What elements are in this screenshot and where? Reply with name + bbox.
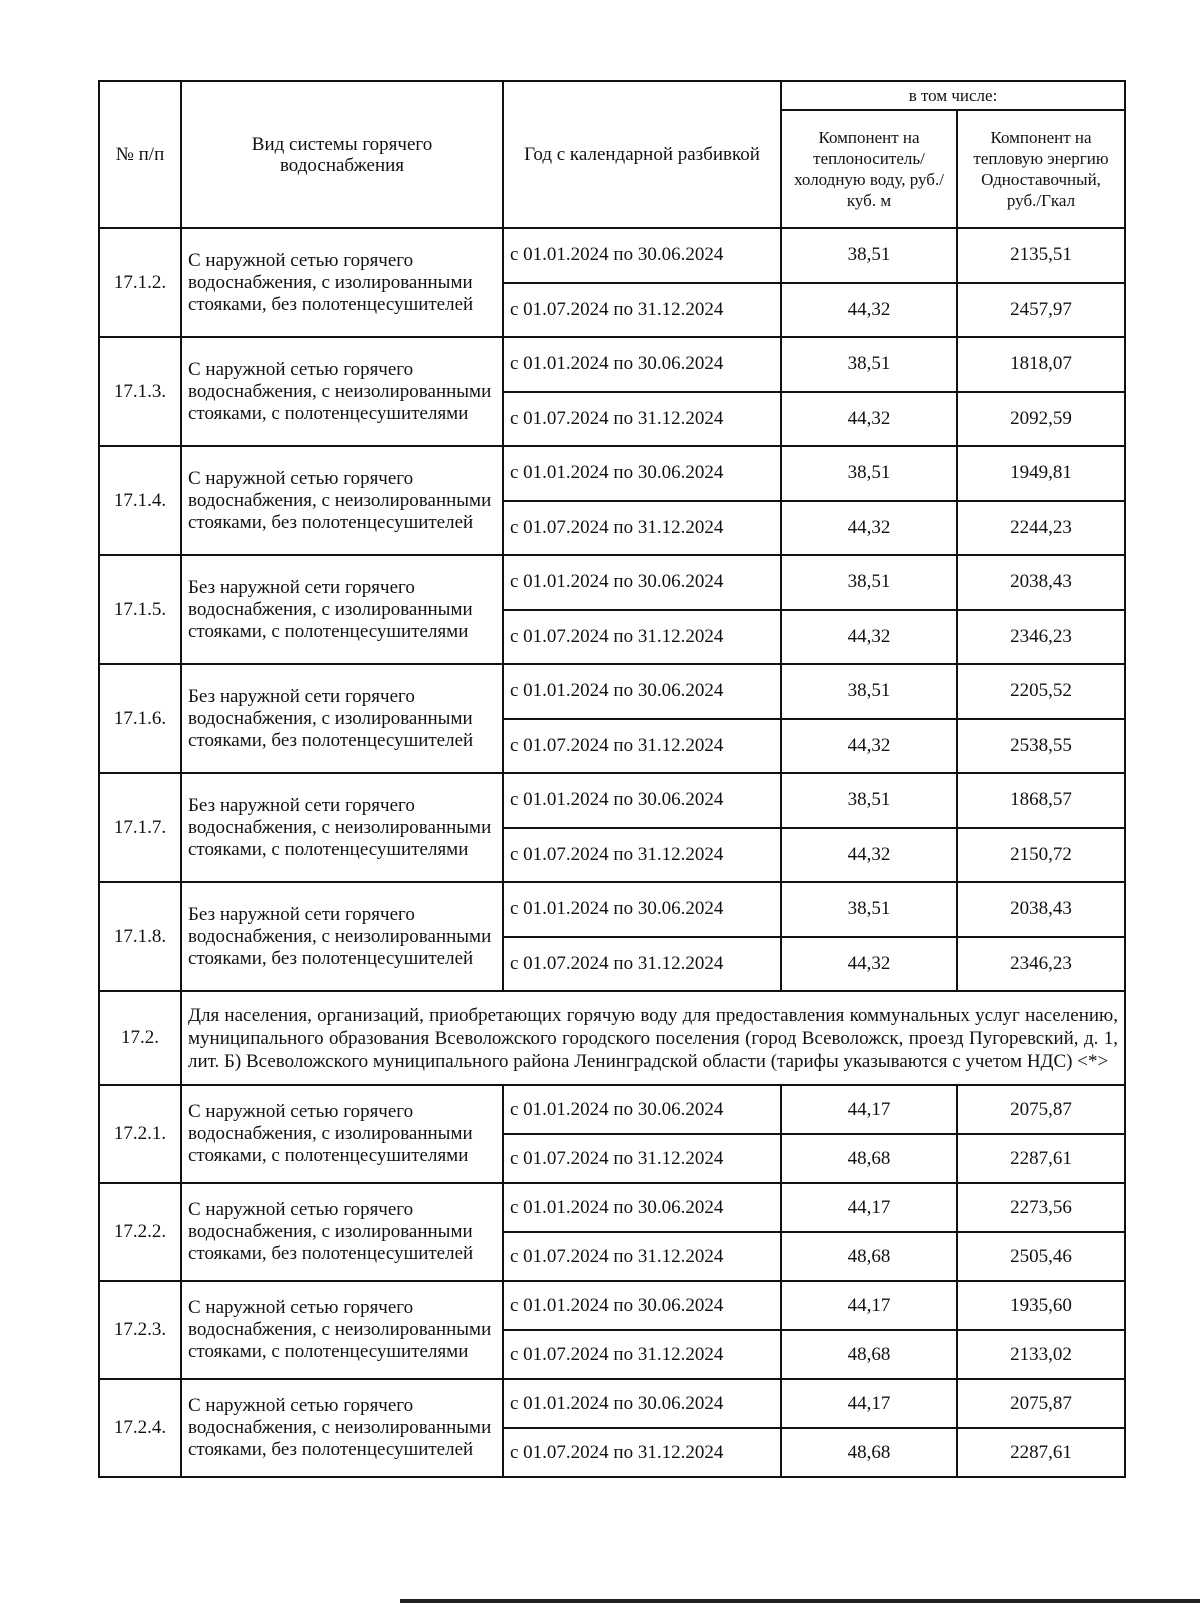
water-component-value: 38,51 — [781, 337, 957, 392]
water-component-value: 44,17 — [781, 1085, 957, 1134]
system-type: С наружной сетью горячего водоснабжения, с неизолированными стояками, без полотенцесушителей — [181, 1379, 503, 1477]
table-row — [99, 773, 1125, 828]
heat-component-value: 2273,56 — [957, 1183, 1125, 1232]
table-row — [99, 555, 1125, 610]
heat-component-value: 2457,97 — [957, 283, 1125, 338]
period-cell: с 01.01.2024 по 30.06.2024 — [503, 1085, 781, 1134]
heat-component-value: 2150,72 — [957, 828, 1125, 883]
water-component-value: 44,32 — [781, 392, 957, 447]
period-cell: с 01.01.2024 по 30.06.2024 — [503, 555, 781, 610]
water-component-value: 48,68 — [781, 1134, 957, 1183]
system-type: Без наружной сети горячего водоснабжения, с изолированными стояками, без полотенцесушителей — [181, 664, 503, 773]
table-row — [99, 337, 1125, 392]
heat-component-value: 2287,61 — [957, 1428, 1125, 1477]
header-period: Год с календарной разбивкой — [503, 81, 781, 228]
row-number: 17.2.2. — [99, 1183, 181, 1281]
system-type: Без наружной сети горячего водоснабжения, с неизолированными стояками, без полотенцесушителей — [181, 882, 503, 991]
system-type: С наружной сетью горячего водоснабжения, с неизолированными стояками, с полотенцесушителями — [181, 1281, 503, 1379]
period-cell: с 01.07.2024 по 31.12.2024 — [503, 1330, 781, 1379]
water-component-value: 38,51 — [781, 446, 957, 501]
period-cell: с 01.07.2024 по 31.12.2024 — [503, 937, 781, 992]
heat-component-value: 2075,87 — [957, 1379, 1125, 1428]
table-row — [99, 228, 1125, 283]
period-cell: с 01.07.2024 по 31.12.2024 — [503, 828, 781, 883]
heat-component-value: 2038,43 — [957, 555, 1125, 610]
header-component-heat: Компонент на тепловую энергию Одноставочный, руб./Гкал — [957, 110, 1125, 228]
heat-component-value: 1935,60 — [957, 1281, 1125, 1330]
system-type: С наружной сетью горячего водоснабжения, с неизолированными стояками, с полотенцесушителями — [181, 337, 503, 446]
water-component-value: 44,17 — [781, 1281, 957, 1330]
water-component-value: 48,68 — [781, 1428, 957, 1477]
heat-component-value: 2244,23 — [957, 501, 1125, 556]
scan-edge-line — [400, 1599, 1200, 1603]
system-type: С наружной сетью горячего водоснабжения, с изолированными стояками, без полотенцесушителей — [181, 1183, 503, 1281]
period-cell: с 01.01.2024 по 30.06.2024 — [503, 337, 781, 392]
period-cell: с 01.01.2024 по 30.06.2024 — [503, 446, 781, 501]
water-component-value: 44,32 — [781, 828, 957, 883]
row-number: 17.1.3. — [99, 337, 181, 446]
row-number: 17.1.6. — [99, 664, 181, 773]
water-component-value: 44,17 — [781, 1379, 957, 1428]
tariff-table — [98, 80, 1126, 1478]
heat-component-value: 2346,23 — [957, 610, 1125, 665]
row-number: 17.1.2. — [99, 228, 181, 337]
heat-component-value: 1868,57 — [957, 773, 1125, 828]
table-row — [99, 446, 1125, 501]
water-component-value: 38,51 — [781, 664, 957, 719]
period-cell: с 01.07.2024 по 31.12.2024 — [503, 610, 781, 665]
table-header — [99, 81, 1125, 228]
water-component-value: 44,32 — [781, 283, 957, 338]
heat-component-value: 2075,87 — [957, 1085, 1125, 1134]
row-number: 17.2.1. — [99, 1085, 181, 1183]
system-type: С наружной сетью горячего водоснабжения, с неизолированными стояками, без полотенцесушителей — [181, 446, 503, 555]
period-cell: с 01.07.2024 по 31.12.2024 — [503, 1428, 781, 1477]
system-type: С наружной сетью горячего водоснабжения, с изолированными стояками, без полотенцесушителей — [181, 228, 503, 337]
row-number: 17.2. — [99, 991, 181, 1085]
water-component-value: 44,32 — [781, 610, 957, 665]
period-cell: с 01.07.2024 по 31.12.2024 — [503, 283, 781, 338]
water-component-value: 44,17 — [781, 1183, 957, 1232]
table-row-section — [99, 991, 1125, 1085]
water-component-value: 44,32 — [781, 937, 957, 992]
system-type: С наружной сетью горячего водоснабжения, с изолированными стояками, с полотенцесушителями — [181, 1085, 503, 1183]
water-component-value: 38,51 — [781, 882, 957, 937]
table-row — [99, 664, 1125, 719]
table-row — [99, 1183, 1125, 1232]
table-row — [99, 882, 1125, 937]
period-cell: с 01.07.2024 по 31.12.2024 — [503, 1134, 781, 1183]
water-component-value: 48,68 — [781, 1330, 957, 1379]
heat-component-value: 2346,23 — [957, 937, 1125, 992]
heat-component-value: 2038,43 — [957, 882, 1125, 937]
row-number: 17.2.3. — [99, 1281, 181, 1379]
period-cell: с 01.07.2024 по 31.12.2024 — [503, 501, 781, 556]
row-number: 17.1.4. — [99, 446, 181, 555]
period-cell: с 01.07.2024 по 31.12.2024 — [503, 1232, 781, 1281]
period-cell: с 01.01.2024 по 30.06.2024 — [503, 773, 781, 828]
section-description: Для населения, организаций, приобретающих горячую воду для предоставления коммунальных услуг населению, муниципального образования Всеволожского городского поселения (город Всеволожск, проезд Пугоревский, д. 1, лит. Б) Всеволожского муниципального района Ленинградской области (тарифы указываются с учетом НДС) <*> — [181, 991, 1125, 1085]
table-row — [99, 1281, 1125, 1330]
table-row — [99, 1085, 1125, 1134]
heat-component-value: 1818,07 — [957, 337, 1125, 392]
heat-component-value: 2092,59 — [957, 392, 1125, 447]
water-component-value: 48,68 — [781, 1232, 957, 1281]
period-cell: с 01.01.2024 по 30.06.2024 — [503, 1281, 781, 1330]
system-type: Без наружной сети горячего водоснабжения, с изолированными стояками, с полотенцесушителями — [181, 555, 503, 664]
header-component-water: Компонент на теплоноситель/ холодную воду, руб./куб. м — [781, 110, 957, 228]
header-including: в том числе: — [781, 81, 1125, 110]
table-row — [99, 1379, 1125, 1428]
heat-component-value: 2135,51 — [957, 228, 1125, 283]
header-system-type: Вид системы горячего водоснабжения — [181, 81, 503, 228]
row-number: 17.1.7. — [99, 773, 181, 882]
period-cell: с 01.01.2024 по 30.06.2024 — [503, 1379, 781, 1428]
period-cell: с 01.01.2024 по 30.06.2024 — [503, 882, 781, 937]
period-cell: с 01.01.2024 по 30.06.2024 — [503, 228, 781, 283]
period-cell: с 01.07.2024 по 31.12.2024 — [503, 392, 781, 447]
period-cell: с 01.01.2024 по 30.06.2024 — [503, 1183, 781, 1232]
heat-component-value: 2538,55 — [957, 719, 1125, 774]
water-component-value: 44,32 — [781, 719, 957, 774]
heat-component-value: 2505,46 — [957, 1232, 1125, 1281]
water-component-value: 44,32 — [781, 501, 957, 556]
period-cell: с 01.01.2024 по 30.06.2024 — [503, 664, 781, 719]
period-cell: с 01.07.2024 по 31.12.2024 — [503, 719, 781, 774]
row-number: 17.1.8. — [99, 882, 181, 991]
header-num: № п/п — [99, 81, 181, 228]
heat-component-value: 2133,02 — [957, 1330, 1125, 1379]
row-number: 17.2.4. — [99, 1379, 181, 1477]
heat-component-value: 1949,81 — [957, 446, 1125, 501]
heat-component-value: 2205,52 — [957, 664, 1125, 719]
water-component-value: 38,51 — [781, 555, 957, 610]
header-row-top — [99, 81, 1125, 110]
system-type: Без наружной сети горячего водоснабжения, с неизолированными стояками, с полотенцесушителями — [181, 773, 503, 882]
row-number: 17.1.5. — [99, 555, 181, 664]
water-component-value: 38,51 — [781, 228, 957, 283]
water-component-value: 38,51 — [781, 773, 957, 828]
heat-component-value: 2287,61 — [957, 1134, 1125, 1183]
table-body — [99, 228, 1125, 1477]
